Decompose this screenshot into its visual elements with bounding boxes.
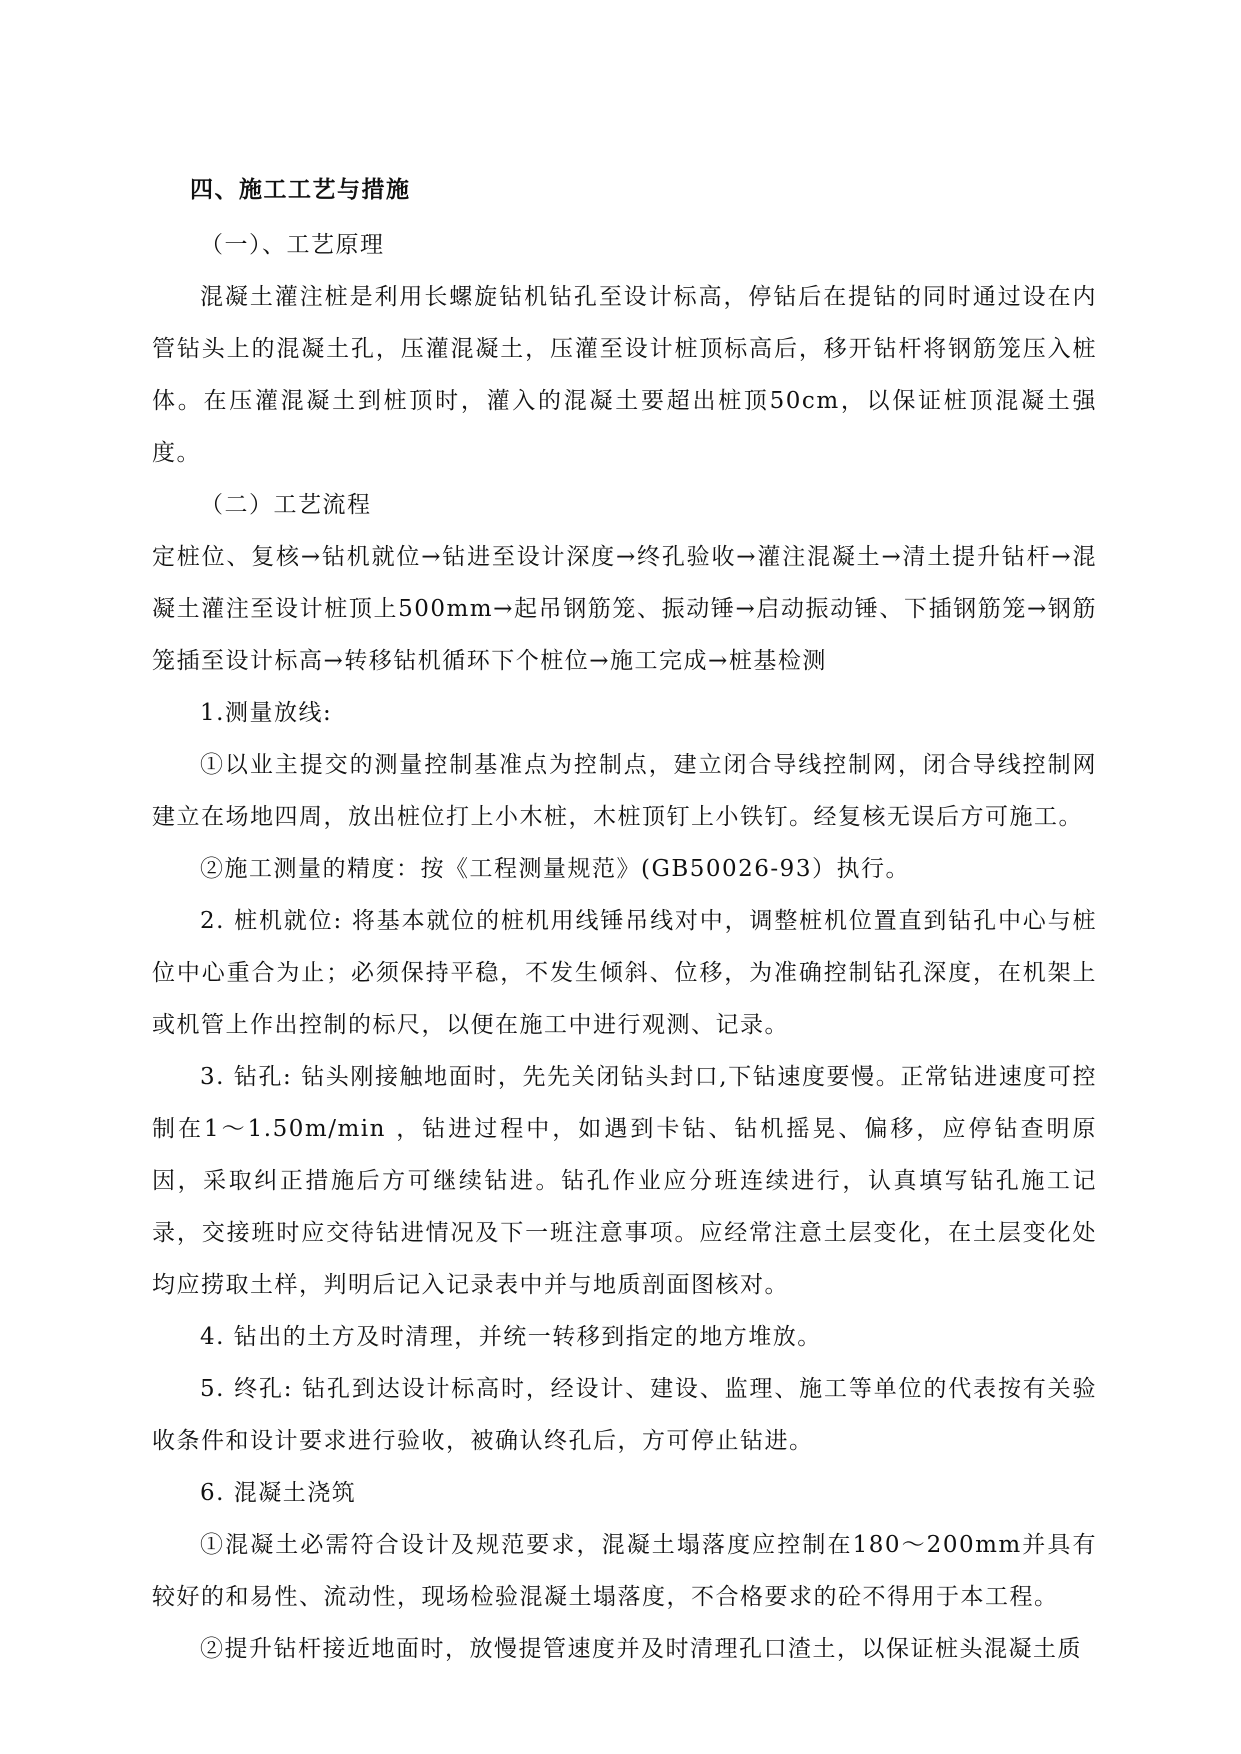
subsection-flow: （二）工艺流程 bbox=[200, 492, 372, 518]
item-2: 2. 桩机就位: 将基本就位的桩机用线锤吊线对中，调整桩机位置直到钻孔中心与桩位中心重合为止；必须保持平稳，不发生倾斜、位移，为准确控制钻孔深度，在机架上或机管上作出控制的标尺，以便在施工中进行观测、记录。 bbox=[152, 908, 1097, 1038]
subsection-principle: （一）、工艺原理 bbox=[200, 232, 385, 258]
item-1-title: 1.测量放线: bbox=[200, 700, 333, 726]
item-6-b: ②提升钻杆接近地面时，放慢提管速度并及时清理孔口渣土，以保证桩头混凝土质 bbox=[200, 1636, 1082, 1662]
document-body bbox=[152, 164, 1097, 1675]
section-title: 四、施工工艺与措施 bbox=[190, 176, 411, 203]
item-6-title: 6. 混凝土浇筑 bbox=[200, 1480, 357, 1506]
item-1-a: ①以业主提交的测量控制基准点为控制点，建立闭合导线控制网，闭合导线控制网建立在场地四周，放出桩位打上小木桩，木桩顶钉上小铁钉。经复核无误后方可施工。 bbox=[152, 752, 1097, 830]
item-4: 4. 钻出的土方及时清理，并统一转移到指定的地方堆放。 bbox=[200, 1324, 822, 1350]
item-3: 3. 钻孔: 钻头刚接触地面时，先先关闭钻头封口,下钻速度要慢。正常钻进速度可控制在1～1.50m/min ，钻进过程中，如遇到卡钻、钻机摇晃、偏移，应停钻查明原因，采取纠正措施后方可继续钻进。钻孔作业应分班连续进行，认真填写钻孔施工记录，交接班时应交待钻进情况及下一班注意事项。应经常注意土层变化，在土层变化处均应捞取土样，判明后记入记录表中并与地质剖面图核对。 bbox=[152, 1064, 1097, 1298]
paragraph-principle: 混凝土灌注桩是利用长螺旋钻机钻孔至设计标高，停钻后在提钻的同时通过设在内管钻头上的混凝土孔，压灌混凝土，压灌至设计桩顶标高后，移开钻杆将钢筋笼压入桩体。在压灌混凝土到桩顶时，灌入的混凝土要超出桩顶50cm，以保证桩顶混凝土强度。 bbox=[152, 284, 1097, 466]
item-5: 5. 终孔: 钻孔到达设计标高时，经设计、建设、监理、施工等单位的代表按有关验收条件和设计要求进行验收，被确认终孔后，方可停止钻进。 bbox=[152, 1376, 1097, 1454]
paragraph-flow: 定桩位、复核→钻机就位→钻进至设计深度→终孔验收→灌注混凝土→清土提升钻杆→混凝土灌注至设计桩顶上500mm→起吊钢筋笼、振动锤→启动振动锤、下插钢筋笼→钢筋笼插至设计标高→转移钻机循环下个桩位→施工完成→桩基检测 bbox=[152, 544, 1097, 674]
item-6-a: ①混凝土必需符合设计及规范要求，混凝土塌落度应控制在180～200mm并具有较好的和易性、流动性，现场检验混凝土塌落度，不合格要求的砼不得用于本工程。 bbox=[152, 1532, 1097, 1610]
item-1-b: ②施工测量的精度：按《工程测量规范》(GB50026-93）执行。 bbox=[200, 856, 910, 882]
